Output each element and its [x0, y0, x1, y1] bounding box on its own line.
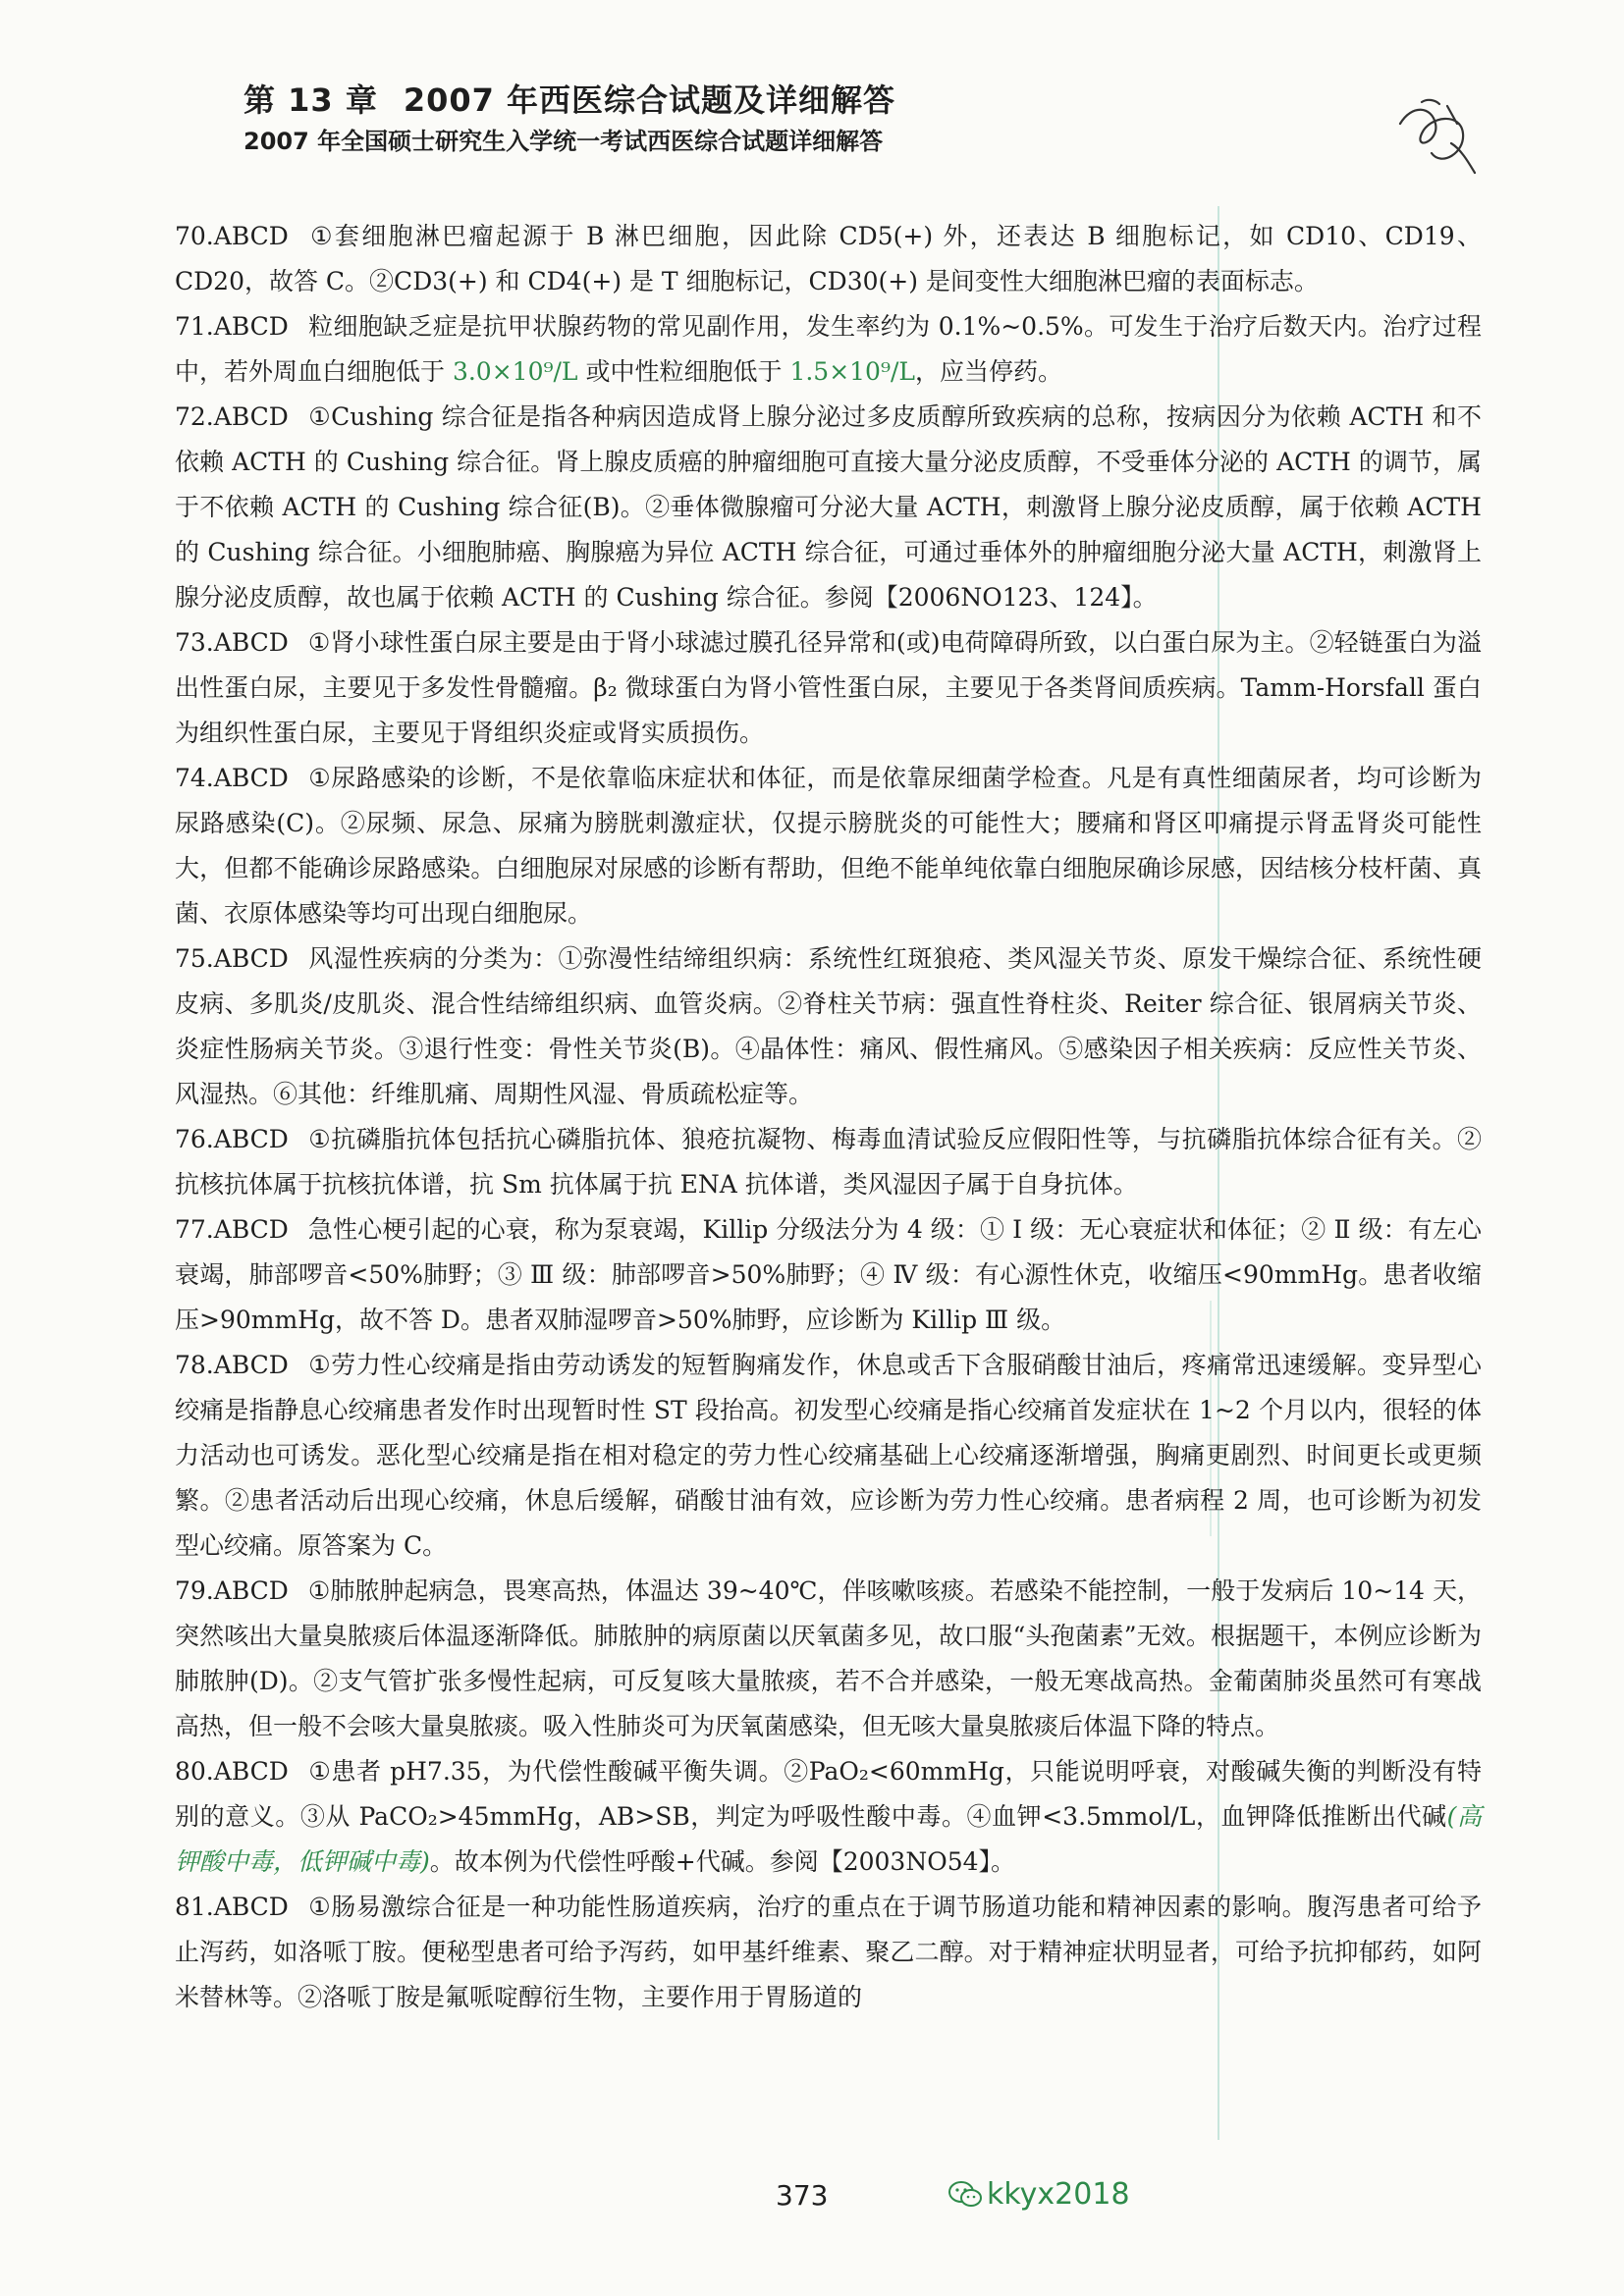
answer-item-70 — [132, 214, 1482, 304]
highlighted-value: 1.5×10⁹/L — [789, 357, 916, 386]
answer-item-80 — [132, 1749, 1482, 1885]
watermark-text: kkyx2018 — [987, 2177, 1130, 2212]
question-number: 76. — [175, 1125, 214, 1153]
answer-options: ABCD — [213, 944, 289, 973]
handwritten-scribble — [1392, 94, 1481, 177]
question-number: 73. — [175, 628, 214, 657]
explanation-text: 。故本例为代偿性呼酸+代碱。参阅【2003NO54】。 — [429, 1847, 1016, 1876]
explanation-text: ，应当停药。 — [915, 357, 1063, 386]
question-number: 81. — [175, 1893, 214, 1921]
explanation-text: ①尿路感染的诊断，不是依靠临床症状和体征，而是依靠尿细菌学检查。凡是有真性细菌尿者，均可诊断为尿路感染(C)。②尿频、尿急、尿痛为膀胱刺激症状，仅提示膀胱炎的可能性大；腰痛和肾区叩痛提示肾盂肾炎可能性大，但都不能确诊尿路感染。白细胞尿对尿感的诊断有帮助，但绝不能单纯依靠白细胞尿确诊尿感，因结核分枝杆菌、真菌、衣原体感染等均可出现白细胞尿。 — [175, 764, 1482, 928]
answer-item-81 — [132, 1885, 1482, 2020]
answer-options: ABCD — [213, 1757, 289, 1786]
answer-options: ABCD — [213, 1576, 289, 1605]
explanation-text: ①患者 pH7.35，为代偿性酸碱平衡失调。②PaO₂<60mmHg，只能说明呼衰，对酸碱失衡的判断没有特别的意义。③从 PaCO₂>45mmHg，AB>SB，判定为呼吸性酸中毒。④血钾<3.5mmol/L，血钾降低推断出代碱 — [175, 1757, 1482, 1831]
wechat-icon — [947, 2180, 983, 2210]
answer-item-74 — [132, 756, 1482, 936]
answer-item-72 — [132, 395, 1482, 620]
explanation-text: 风湿性疾病的分类为：①弥漫性结缔组织病：系统性红斑狼疮、类风湿关节炎、原发干燥综合征、系统性硬皮病、多肌炎/皮肌炎、混合性结缔组织病、血管炎病。②脊柱关节病：强直性脊柱炎、Reiter 综合征、银屑病关节炎、炎症性肠病关节炎。③退行性变：骨性关节炎(B)。④晶体性：痛风、假性痛风。⑤感染因子相关疾病：反应性关节炎、风湿热。⑥其他：纤维肌痛、周期性风湿、骨质疏松症等。 — [175, 944, 1482, 1108]
chapter-number: 第 13 章 — [244, 81, 378, 119]
chapter-title — [244, 79, 895, 122]
page-header — [244, 79, 895, 159]
explanation-text: 急性心梗引起的心衰，称为泵衰竭，Killip 分级法分为 4 级：① Ⅰ 级：无心衰症状和体征；② Ⅱ 级：有左心衰竭，肺部啰音<50%肺野；③ Ⅲ 级：肺部啰音>50%肺野；④ Ⅳ 级：有心源性休克，收缩压<90mmHg。患者收缩压>90mmHg，故不答 D。患者双肺湿啰音>50%肺野，应诊断为 Killip Ⅲ 级。 — [175, 1215, 1482, 1334]
answer-options: ABCD — [213, 1893, 289, 1921]
question-number: 77. — [175, 1215, 214, 1244]
explanation-text: ①肺脓肿起病急，畏寒高热，体温达 39~40℃，伴咳嗽咳痰。若感染不能控制，一般于发病后 10~14 天，突然咳出大量臭脓痰后体温逐渐降低。肺脓肿的病原菌以厌氧菌多见，故口服“头孢菌素”无效。根据题干，本例应诊断为肺脓肿(D)。②支气管扩张多慢性起病，可反复咳大量脓痰，若不合并感染，一般无寒战高热。金葡菌肺炎虽然可有寒战高热，但一般不会咳大量臭脓痰。吸入性肺炎可为厌氧菌感染，但无咳大量臭脓痰后体温下降的特点。 — [175, 1576, 1482, 1740]
answer-item-77 — [132, 1207, 1482, 1343]
page-number: 373 — [776, 2179, 829, 2212]
explanation-text: ①Cushing 综合征是指各种病因造成肾上腺分泌过多皮质醇所致疾病的总称，按病因分为依赖 ACTH 和不依赖 ACTH 的 Cushing 综合征。肾上腺皮质癌的肿瘤细胞可直接大量分泌皮质醇，不受垂体分泌的 ACTH 的调节，属于不依赖 ACTH 的 Cushing 综合征(B)。②垂体微腺瘤可分泌大量 ACTH，刺激肾上腺分泌皮质醇，属于依赖 ACTH 的 Cushing 综合征。小细胞肺癌、胸腺癌为异位 ACTH 综合征，可通过垂体外的肿瘤细胞分泌大量 ACTH，刺激肾上腺分泌皮质醇，故也属于依赖 ACTH 的 Cushing 综合征。参阅【2006NO123、124】。 — [175, 402, 1482, 612]
answer-item-73 — [132, 620, 1482, 756]
explanation-text: ①肠易激综合征是一种功能性肠道疾病，治疗的重点在于调节肠道功能和精神因素的影响。腹泻患者可给予止泻药，如洛哌丁胺。便秘型患者可给予泻药，如甲基纤维素、聚乙二醇。对于精神症状明显者，可给予抗抑郁药，如阿米替林等。②洛哌丁胺是氟哌啶醇衍生物，主要作用于胃肠道的 — [175, 1893, 1482, 2011]
question-number: 70. — [175, 222, 214, 250]
handwritten-note: (高钾酸中毒，低钾碱中毒) — [175, 1802, 1482, 1876]
highlighted-value: 3.0×10⁹/L — [452, 357, 578, 386]
explanation-text: ①抗磷脂抗体包括抗心磷脂抗体、狼疮抗凝物、梅毒血清试验反应假阳性等，与抗磷脂抗体综合征有关。②抗核抗体属于抗核抗体谱，抗 Sm 抗体属于抗 ENA 抗体谱，类风湿因子属于自身抗体。 — [175, 1125, 1482, 1199]
answer-list — [132, 214, 1482, 2020]
answer-options: ABCD — [213, 222, 289, 250]
question-number: 72. — [175, 402, 214, 431]
chapter-title-text: 2007 年西医综合试题及详细解答 — [403, 81, 896, 119]
answer-options: ABCD — [213, 764, 289, 792]
answer-item-75 — [132, 936, 1482, 1117]
answer-options: ABCD — [213, 402, 289, 431]
explanation-text: ①劳力性心绞痛是指由劳动诱发的短暂胸痛发作，休息或舌下含服硝酸甘油后，疼痛常迅速缓解。变异型心绞痛是指静息心绞痛患者发作时出现暂时性 ST 段抬高。初发型心绞痛是指心绞痛首发症状在 1~2 个月以内，很轻的体力活动也可诱发。恶化型心绞痛是指在相对稳定的劳力性心绞痛基础上心绞痛逐渐增强，胸痛更剧烈、时间更长或更频繁。②患者活动后出现心绞痛，休息后缓解，硝酸甘油有效，应诊断为劳力性心绞痛。患者病程 2 周，也可诊断为初发型心绞痛。原答案为 C。 — [175, 1351, 1482, 1560]
watermark — [947, 2177, 1130, 2212]
answer-item-76 — [132, 1117, 1482, 1207]
question-number: 79. — [175, 1576, 214, 1605]
answer-item-71 — [132, 304, 1482, 395]
explanation-text: ①肾小球性蛋白尿主要是由于肾小球滤过膜孔径异常和(或)电荷障碍所致，以白蛋白尿为主。②轻链蛋白为溢出性蛋白尿，主要见于多发性骨髓瘤。β₂ 微球蛋白为肾小管性蛋白尿，主要见于各类肾间质疾病。Tamm-Horsfall 蛋白为组织性蛋白尿，主要见于肾组织炎症或肾实质损伤。 — [175, 628, 1482, 747]
question-number: 75. — [175, 944, 214, 973]
explanation-text: ①套细胞淋巴瘤起源于 B 淋巴细胞，因此除 CD5(+) 外，还表达 B 细胞标记，如 CD10、CD19、CD20，故答 C。②CD3(+) 和 CD4(+) 是 T 细胞标记，CD30(+) 是间变性大细胞淋巴瘤的表面标志。 — [175, 222, 1482, 295]
question-number: 78. — [175, 1351, 214, 1379]
answer-options: ABCD — [213, 628, 289, 657]
answer-options: ABCD — [213, 1351, 289, 1379]
question-number: 74. — [175, 764, 214, 792]
explanation-text: 粒细胞缺乏症是抗甲状腺药物的常见副作用，发生率约为 0.1%~0.5%。可发生于治疗后数天内。治疗过程中，若外周血白细胞低于 — [175, 312, 1482, 386]
answer-item-78 — [132, 1343, 1482, 1569]
explanation-text: 或中性粒细胞低于 — [577, 357, 790, 386]
question-number: 71. — [175, 312, 214, 341]
answer-item-79 — [132, 1569, 1482, 1749]
answer-options: ABCD — [213, 312, 289, 341]
page-subtitle: 2007 年全国硕士研究生入学统一考试西医综合试题详细解答 — [244, 128, 884, 155]
answer-options: ABCD — [213, 1215, 289, 1244]
question-number: 80. — [175, 1757, 214, 1786]
answer-options: ABCD — [213, 1125, 289, 1153]
